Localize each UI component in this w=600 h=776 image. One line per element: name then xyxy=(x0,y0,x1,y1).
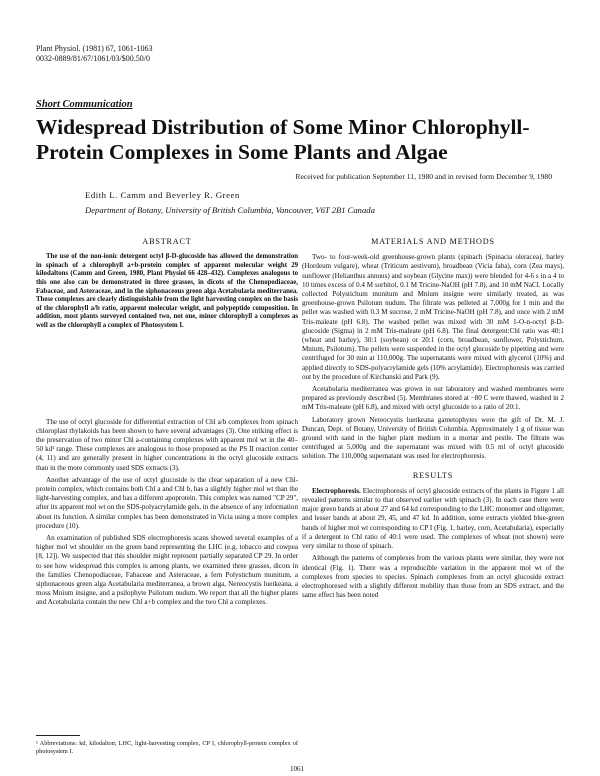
results-paragraph-text: Electrophoresis of octyl glucoside extracts of the plants in Figure 1 all revealed patterns similar to that observed earlier with spinach (3). In each case there were major green bands at about 27 and 64 kd corresponding to the LHC monomer and oligomer, and lesser bands at about 29, 45, and 47 kd. In addition, some extracts yielded blue-green bands of higher mol wt corresponding to CP I (Fig. 1, barley, corn, Acetabularia), especially if a detergent to Chl ratio of 40:1 were used. The complexes of wheat (not shown) were very similar to those of spinach. xyxy=(302,486,564,551)
right-column xyxy=(302,237,564,600)
methods-paragraph: Acetabularia mediterranea was grown in our laboratory and washed membranes were prepared as previously described (5). Membranes stored at −80 C were thawed, washed in 2 mM Tris-maleate (pH 6.8), and mixed with octyl glucoside to a ratio of 20:1. xyxy=(302,385,564,412)
left-column xyxy=(36,237,298,608)
intro-paragraph: Another advantage of the use of octyl glucoside is the clear separation of a new Chl-protein complex, which contains both Chl a and Chl b, has a slightly higher mol wt than the light-harvesting complex, and has a different apoprotein. This complex was named "CP 29", after its apparent mol wt on the SDS-polyacrylamide gels, in the absence of any information about its function. A similar complex has been demonstrated in Vicia using a more complex procedure (10). xyxy=(36,475,298,530)
intro-paragraph: An examination of published SDS electrophoresis scans showed several examples of a higher mol wt shoulder on the green band representing the LHC (e.g. tobacco and cowpea [8, 12]). We suspected that this shoulder might represent partially separated CP 29. In order to see how widespread this complex is among plants, we examined three grasses, dicots in the families Chenopodiaceae, Fabaceae and Asteraceae, a fern Polystichum munitum, a siphonaceous green alga Acetabularia mediterranea, a brown alga, Nereocystis luetkeana, a moss Mnium insigne, and a psilophyte Psilotum nudum. We report that all the higher plants and Acetabularia contain the new Chl a+b complex and the two Chl a complexes. xyxy=(36,533,298,607)
affiliation: Department of Botany, University of British Columbia, Vancouver, V6T 2B1 Canada xyxy=(85,205,375,215)
abstract-text: The use of the non-ionic detergent octyl β-D-glucoside has allowed the demonstration in spinach of a chlorophyll a+b-protein complex of apparent molecular weight 29 kilodaltons (Camm and Green, 1980, Plant Physiol 66 428–432). Complexes analogous to this one also can be demonstrated in three grasses, in dicots of the Chenopodiaceae, Fabaceae, and Asteraceae, and in the siphonaceous green alga Acetabularia mediterranea. These complexes are clearly distinguishable from the light harvesting complex on the basis of the chlorophyll a/b ratio, apparent molecular weight, and polypeptide composition. In addition, most plants surveyed contained two, not one, minor chlorophyll a complexes as well as the chlorophyll a complex of Photosystem I. xyxy=(36,253,298,329)
intro-paragraph: The use of octyl glucoside for differential extraction of Chl a/b complexes from spinach chloroplast thylakoids has been shown to have several advantages (3). One striking effect is the preservation of two minor Chl a-containing complexes with apparent mol wt in the 40–50 kd¹ range. These complexes are analogous to those proposed as the PS II reaction center (4, 11) and are generally present in higher concentrations in the octyl glucoside extracts than in the more commonly used SDS extracts (3). xyxy=(36,417,298,472)
page-number: 1061 xyxy=(290,765,304,773)
abstract-heading: ABSTRACT xyxy=(142,237,192,246)
results-heading: RESULTS xyxy=(412,470,454,480)
authors: Edith L. Camm and Beverley R. Green xyxy=(85,190,240,200)
received-date: Received for publication September 11, 1980 and in revised form December 9, 1980 xyxy=(295,172,552,181)
footnote-rule xyxy=(36,735,80,736)
paper-title: Widespread Distribution of Some Minor Chlorophyll-Protein Complexes in Some Plants and Algae xyxy=(36,115,530,164)
methods-heading: MATERIALS AND METHODS xyxy=(371,237,495,246)
journal-header xyxy=(36,44,152,64)
journal-citation: Plant Physiol. (1981) 67, 1061-1063 xyxy=(36,44,153,53)
footnote: ¹ Abbreviations: kd, kilodalton; LHC, light-harvesting complex, CP I, chlorophyll-protein complex of photosystem I. xyxy=(36,740,298,755)
results-paragraph: Although the patterns of complexes from the various plants were similar, they were not identical (Fig. 1). There was a reproducible variation in the apparent mol wt of the complexes from species to species. Spinach complexes from an octyl glucoside extract electrophoresed with a slightly different mobility than those from an SDS extract, and the same effect has been noted xyxy=(302,554,564,600)
methods-paragraph: Two- to four-week-old greenhouse-grown plants (spinach (Spinacia oleracea), barley (Hordeum vulgare), wheat (Triticum aestivum), broadbean (Vicia faba), corn (Zea mays), sunflower (Helianthus annuus) and soybean (Glycine max)) were blended for 4-6 s in a 4 to 10 times excess of 0.4 M sorbitol, 0.1 M Tricine-NaOH (pH 7.8), and 10 mM NaCl. Locally collected Polystichum munitum and Mnium insigne were similarly treated, as was greenhouse-grown Psilotum nudum. The filtrate was pelleted at 7,000g for 1 min and the pellet was washed with 0.3 M sucrose, 2 mM Tricine-NaOH (pH 7.8), and once with 2 mM Tris-maleate (pH 6.8). The washed pellet was mixed with 30 mM 1-O-n-octyl β-D-glucoside (Sigma) in 2 mM Tris-maleate (pH 6.8). The final detergent:Chl ratio was 40:1 (wheat and barley), 30:1 (soybean) or 20:1 (corn, broadbean, sunflower, Polystichum, Mnium, Psilotum). The pellets were suspended in the octyl glucoside by pipetting and were centrifuged for 30 min at 110,000g. The supernatants were mixed with glycerol (10%) and applied directly to SDS-polyacrylamide gels (10% acrylamide). Electrophoresis was carried out by the procedure of Kirchanski and Park (9). xyxy=(302,253,564,381)
article-type: Short Communication xyxy=(36,99,133,110)
journal-code: 0032-0889/81/67/1061/03/$00.50/0 xyxy=(36,54,150,63)
results-run-in: Electrophoresis. xyxy=(312,486,361,495)
results-paragraph xyxy=(302,487,564,551)
methods-paragraph: Laboratory grown Nereocystis luetkeana gametophytes were the gift of Dr. M. J. Duncan, Dept. of Botany, University of British Columbia. Approximately 1 g of tissue was ground with sand in the higher plant medium in a mortar and pestle. The filtrate was centrifuged at 5,000g and the supernatant was mixed with 0.5 ml of octyl glucoside solution. The 110,000g supernatant was used for electrophoresis. xyxy=(302,415,564,461)
